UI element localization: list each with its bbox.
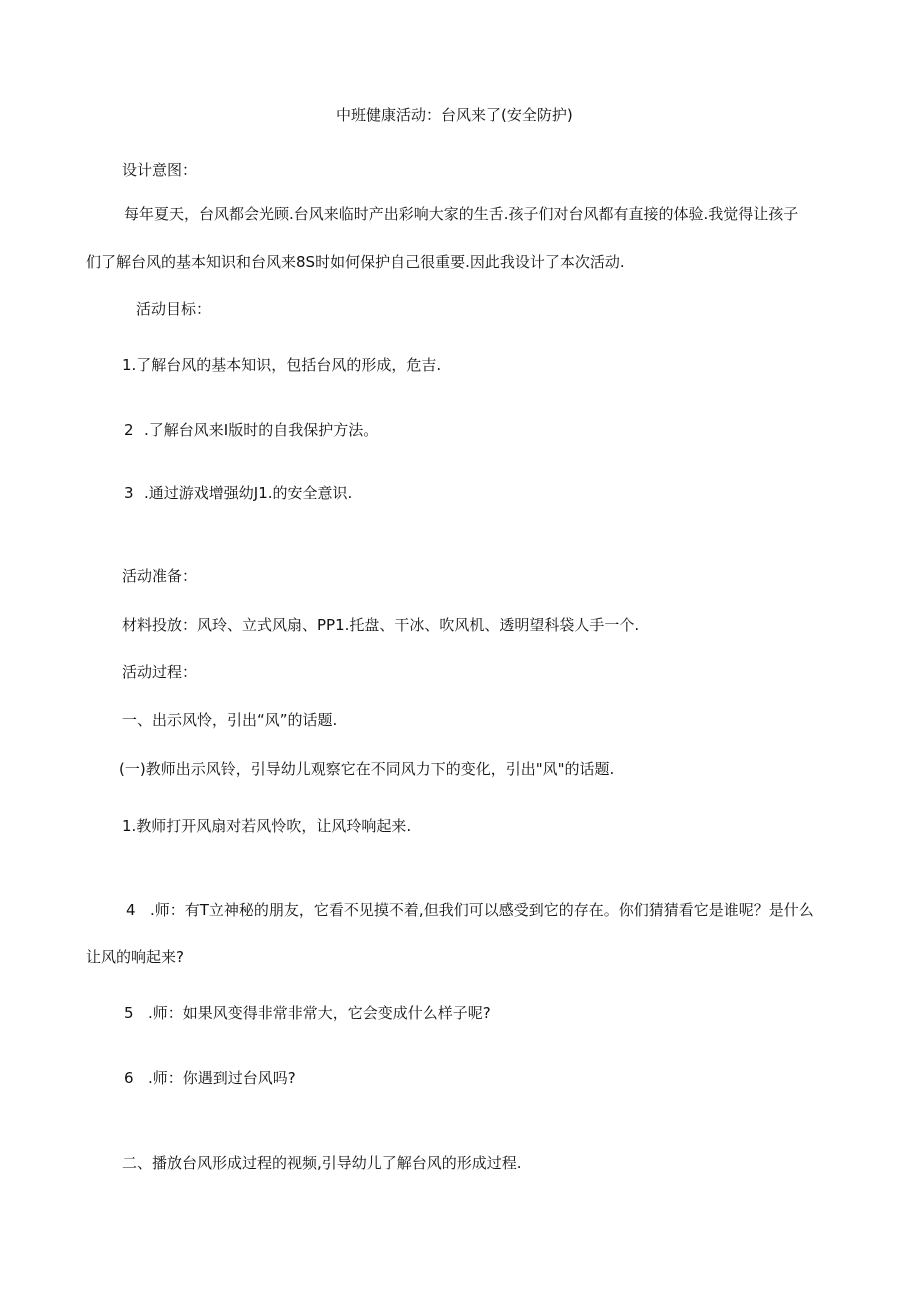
design-intent-heading: 设计意图： bbox=[122, 161, 198, 179]
process-heading: 活动过程： bbox=[122, 663, 198, 681]
goal-item-3-number: 3 bbox=[124, 484, 134, 502]
process-step-4-line1 bbox=[126, 900, 814, 920]
process-step-5-text: .师：如果风变得非常非常大，它会变成什么样子呢? bbox=[148, 1004, 491, 1022]
process-step-4-line2: 让风的响起来? bbox=[86, 948, 184, 966]
process-step-4-number: 4 bbox=[126, 901, 136, 919]
process-section-2: 二、播放台风形成过程的视频,引导幼儿了解台风的形成过程. bbox=[122, 1154, 522, 1172]
process-step-6-text: .师：你遇到过台风吗? bbox=[148, 1069, 296, 1087]
goal-item-3 bbox=[124, 483, 352, 503]
process-step-6 bbox=[124, 1068, 296, 1088]
goal-item-2 bbox=[124, 420, 378, 440]
document-title: 中班健康活动：台风来了(安全防护) bbox=[336, 106, 573, 124]
goal-item-2-text: .了解台风来I版时的自我保护方法。 bbox=[144, 421, 379, 439]
process-step-4-text: .师：有T立神秘的朋友，它看不见摸不着,但我们可以感受到它的存在。你们猜猜看它是谁呢？是什么 bbox=[150, 901, 814, 919]
process-section-1: 一、出示风怜，引出“风”的话题. bbox=[122, 711, 338, 729]
process-step-6-number: 6 bbox=[124, 1069, 134, 1087]
design-intent-paragraph-line2: 们了解台风的基本知识和台风来8S时如何保护自己很重要.因此我设计了本次活动. bbox=[86, 253, 625, 271]
preparation-heading: 活动准备： bbox=[122, 567, 198, 585]
goals-heading: 活动目标： bbox=[136, 300, 212, 318]
goal-item-1: 1.了解台风的基本知识，包括台风的形成，危吉. bbox=[122, 356, 442, 374]
design-intent-paragraph-line1: 每年夏天，台风都会光顾.台风来临时产出彩响大家的生舌.孩子们对台风都有直接的体验.我觉得让孩子 bbox=[124, 205, 799, 223]
goal-item-3-text: .通过游戏增强幼J1.的安全意识. bbox=[144, 484, 353, 502]
process-step-1: 1.教师打开风扇对若风怜吹，让风玲响起来. bbox=[122, 817, 412, 835]
process-step-5-number: 5 bbox=[124, 1004, 134, 1022]
process-step-5 bbox=[124, 1003, 491, 1023]
process-subsection-1: (一)教师出示风铃，引导幼儿观察它在不同风力下的变化，引出"风"的话题. bbox=[119, 760, 615, 778]
preparation-materials: 材料投放：风玲、立式风扇、PP1.托盘、干冰、吹风机、透明望科袋人手一个. bbox=[122, 616, 640, 634]
goal-item-2-number: 2 bbox=[124, 421, 134, 439]
